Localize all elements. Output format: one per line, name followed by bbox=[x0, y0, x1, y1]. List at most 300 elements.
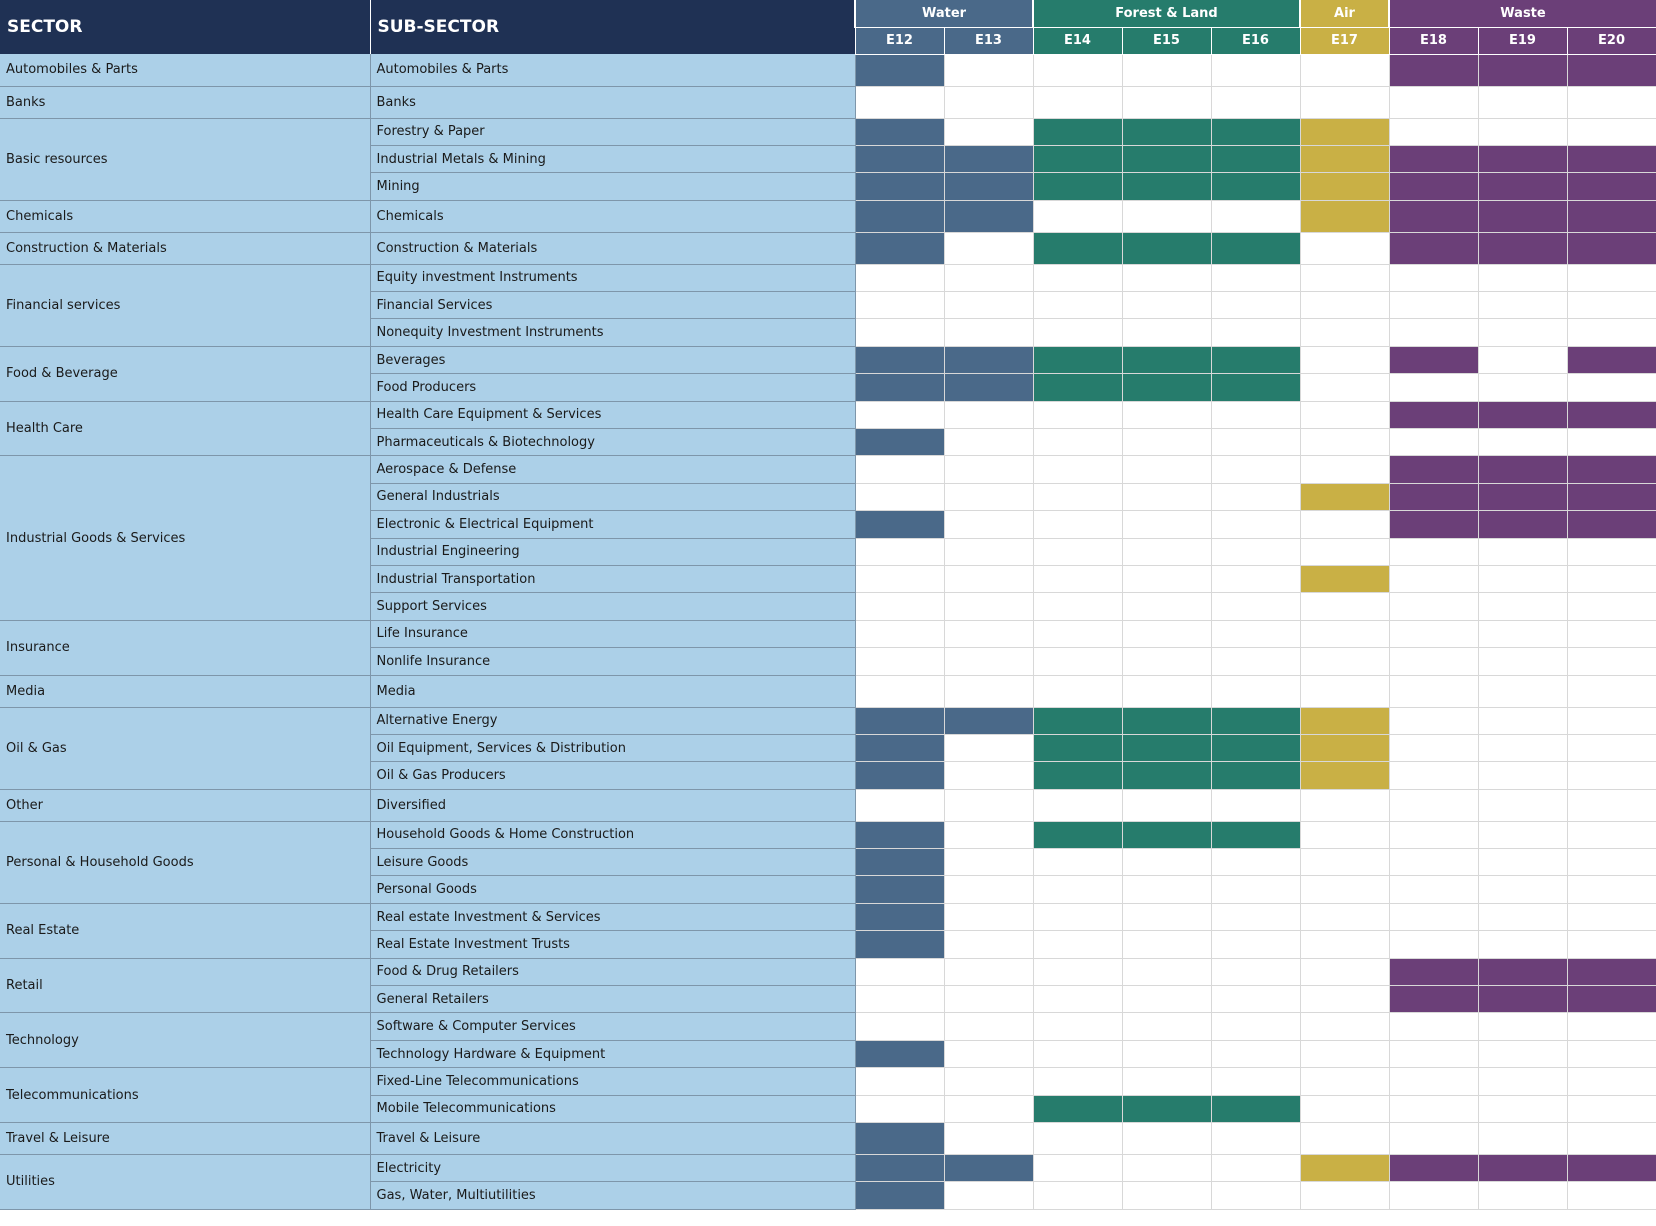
sector-cell: Technology bbox=[0, 1013, 370, 1068]
matrix-cell-e19 bbox=[1478, 511, 1567, 538]
table-body bbox=[0, 54, 1656, 1209]
matrix-cell-e17 bbox=[1300, 1123, 1389, 1155]
matrix-cell-e16 bbox=[1211, 903, 1300, 930]
matrix-cell-e12 bbox=[855, 118, 944, 145]
matrix-cell-e14 bbox=[1033, 54, 1122, 86]
matrix-cell-e12 bbox=[855, 145, 944, 172]
matrix-cell-e12 bbox=[855, 1182, 944, 1209]
matrix-cell-e17 bbox=[1300, 145, 1389, 172]
table-row bbox=[0, 200, 1656, 232]
subsector-cell: Nonlife Insurance bbox=[370, 648, 855, 675]
sector-cell: Chemicals bbox=[0, 200, 370, 232]
matrix-cell-e15 bbox=[1122, 1040, 1211, 1067]
matrix-cell-e20 bbox=[1567, 145, 1656, 172]
matrix-cell-e17 bbox=[1300, 232, 1389, 264]
matrix-cell-e18 bbox=[1389, 648, 1478, 675]
matrix-cell-e20 bbox=[1567, 849, 1656, 876]
matrix-cell-e14 bbox=[1033, 346, 1122, 373]
matrix-cell-e17 bbox=[1300, 86, 1389, 118]
matrix-cell-e14 bbox=[1033, 762, 1122, 789]
matrix-cell-e15 bbox=[1122, 292, 1211, 319]
matrix-cell-e12 bbox=[855, 648, 944, 675]
sector-cell: Personal & Household Goods bbox=[0, 821, 370, 903]
matrix-cell-e19 bbox=[1478, 958, 1567, 985]
matrix-cell-e13 bbox=[944, 86, 1033, 118]
matrix-cell-e13 bbox=[944, 292, 1033, 319]
subsector-cell: Automobiles & Parts bbox=[370, 54, 855, 86]
subsector-cell: Gas, Water, Multiutilities bbox=[370, 1182, 855, 1209]
subsector-cell: Alternative Energy bbox=[370, 707, 855, 734]
sector-cell: Construction & Materials bbox=[0, 232, 370, 264]
code-header-e15: E15 bbox=[1122, 27, 1211, 54]
matrix-cell-e18 bbox=[1389, 401, 1478, 428]
group-header-forest-land: Forest & Land bbox=[1033, 0, 1300, 27]
matrix-cell-e19 bbox=[1478, 86, 1567, 118]
matrix-cell-e18 bbox=[1389, 762, 1478, 789]
matrix-cell-e16 bbox=[1211, 821, 1300, 848]
subsector-cell: Chemicals bbox=[370, 200, 855, 232]
matrix-cell-e15 bbox=[1122, 903, 1211, 930]
matrix-cell-e18 bbox=[1389, 675, 1478, 707]
matrix-cell-e16 bbox=[1211, 401, 1300, 428]
matrix-cell-e20 bbox=[1567, 118, 1656, 145]
matrix-cell-e19 bbox=[1478, 200, 1567, 232]
table-row bbox=[0, 456, 1656, 483]
matrix-cell-e17 bbox=[1300, 346, 1389, 373]
table-row bbox=[0, 401, 1656, 428]
matrix-cell-e17 bbox=[1300, 401, 1389, 428]
subsector-cell: Beverages bbox=[370, 346, 855, 373]
matrix-cell-e20 bbox=[1567, 903, 1656, 930]
matrix-cell-e20 bbox=[1567, 538, 1656, 565]
matrix-cell-e13 bbox=[944, 1068, 1033, 1095]
matrix-cell-e16 bbox=[1211, 374, 1300, 401]
matrix-cell-e19 bbox=[1478, 876, 1567, 903]
matrix-cell-e19 bbox=[1478, 821, 1567, 848]
subsector-cell: Real estate Investment & Services bbox=[370, 903, 855, 930]
matrix-cell-e16 bbox=[1211, 986, 1300, 1013]
matrix-cell-e15 bbox=[1122, 429, 1211, 456]
matrix-cell-e20 bbox=[1567, 648, 1656, 675]
matrix-cell-e18 bbox=[1389, 264, 1478, 291]
code-header-e16: E16 bbox=[1211, 27, 1300, 54]
matrix-cell-e12 bbox=[855, 292, 944, 319]
matrix-cell-e18 bbox=[1389, 1013, 1478, 1040]
matrix-cell-e14 bbox=[1033, 319, 1122, 346]
matrix-cell-e14 bbox=[1033, 1013, 1122, 1040]
matrix-cell-e12 bbox=[855, 401, 944, 428]
matrix-cell-e17 bbox=[1300, 511, 1389, 538]
matrix-cell-e19 bbox=[1478, 1013, 1567, 1040]
matrix-cell-e14 bbox=[1033, 734, 1122, 761]
subsector-cell: Travel & Leisure bbox=[370, 1123, 855, 1155]
matrix-cell-e12 bbox=[855, 849, 944, 876]
matrix-cell-e15 bbox=[1122, 456, 1211, 483]
table-row bbox=[0, 232, 1656, 264]
matrix-cell-e13 bbox=[944, 876, 1033, 903]
matrix-cell-e14 bbox=[1033, 511, 1122, 538]
matrix-cell-e12 bbox=[855, 200, 944, 232]
matrix-cell-e14 bbox=[1033, 707, 1122, 734]
matrix-cell-e20 bbox=[1567, 200, 1656, 232]
matrix-cell-e17 bbox=[1300, 118, 1389, 145]
matrix-cell-e13 bbox=[944, 620, 1033, 647]
matrix-cell-e14 bbox=[1033, 986, 1122, 1013]
subsector-cell: Oil & Gas Producers bbox=[370, 762, 855, 789]
matrix-cell-e17 bbox=[1300, 1068, 1389, 1095]
matrix-cell-e18 bbox=[1389, 849, 1478, 876]
matrix-cell-e13 bbox=[944, 762, 1033, 789]
table-row bbox=[0, 1155, 1656, 1182]
matrix-cell-e13 bbox=[944, 1123, 1033, 1155]
matrix-cell-e18 bbox=[1389, 1095, 1478, 1122]
matrix-cell-e14 bbox=[1033, 1040, 1122, 1067]
matrix-cell-e15 bbox=[1122, 620, 1211, 647]
matrix-cell-e17 bbox=[1300, 292, 1389, 319]
sector-cell: Media bbox=[0, 675, 370, 707]
subsector-cell: Mining bbox=[370, 173, 855, 200]
matrix-cell-e19 bbox=[1478, 734, 1567, 761]
sector-cell: Other bbox=[0, 789, 370, 821]
matrix-cell-e12 bbox=[855, 374, 944, 401]
matrix-cell-e12 bbox=[855, 173, 944, 200]
matrix-cell-e17 bbox=[1300, 675, 1389, 707]
matrix-cell-e15 bbox=[1122, 511, 1211, 538]
sector-cell: Insurance bbox=[0, 620, 370, 675]
matrix-cell-e12 bbox=[855, 54, 944, 86]
matrix-cell-e18 bbox=[1389, 54, 1478, 86]
matrix-cell-e18 bbox=[1389, 1182, 1478, 1209]
sector-cell: Real Estate bbox=[0, 903, 370, 958]
matrix-cell-e12 bbox=[855, 86, 944, 118]
matrix-cell-e14 bbox=[1033, 1123, 1122, 1155]
table-row bbox=[0, 675, 1656, 707]
subsector-cell: General Retailers bbox=[370, 986, 855, 1013]
matrix-cell-e20 bbox=[1567, 958, 1656, 985]
matrix-cell-e14 bbox=[1033, 483, 1122, 510]
matrix-cell-e15 bbox=[1122, 173, 1211, 200]
matrix-cell-e17 bbox=[1300, 648, 1389, 675]
matrix-cell-e17 bbox=[1300, 319, 1389, 346]
matrix-cell-e19 bbox=[1478, 401, 1567, 428]
matrix-cell-e16 bbox=[1211, 762, 1300, 789]
matrix-cell-e20 bbox=[1567, 789, 1656, 821]
matrix-cell-e12 bbox=[855, 707, 944, 734]
sector-cell: Telecommunications bbox=[0, 1068, 370, 1123]
subsector-cell: Construction & Materials bbox=[370, 232, 855, 264]
matrix-cell-e14 bbox=[1033, 620, 1122, 647]
matrix-cell-e14 bbox=[1033, 538, 1122, 565]
subsector-cell: Equity investment Instruments bbox=[370, 264, 855, 291]
sector-column-header: SECTOR bbox=[0, 0, 370, 54]
subsector-cell: Banks bbox=[370, 86, 855, 118]
matrix-cell-e13 bbox=[944, 118, 1033, 145]
table-row bbox=[0, 958, 1656, 985]
matrix-cell-e14 bbox=[1033, 849, 1122, 876]
matrix-cell-e17 bbox=[1300, 429, 1389, 456]
matrix-cell-e15 bbox=[1122, 734, 1211, 761]
matrix-cell-e19 bbox=[1478, 145, 1567, 172]
subsector-cell: Oil Equipment, Services & Distribution bbox=[370, 734, 855, 761]
matrix-cell-e14 bbox=[1033, 593, 1122, 620]
matrix-cell-e17 bbox=[1300, 931, 1389, 958]
matrix-cell-e16 bbox=[1211, 292, 1300, 319]
matrix-cell-e19 bbox=[1478, 1068, 1567, 1095]
matrix-cell-e19 bbox=[1478, 1040, 1567, 1067]
matrix-cell-e12 bbox=[855, 538, 944, 565]
matrix-cell-e17 bbox=[1300, 483, 1389, 510]
subsector-cell: Personal Goods bbox=[370, 876, 855, 903]
matrix-cell-e16 bbox=[1211, 1013, 1300, 1040]
table-row bbox=[0, 264, 1656, 291]
subsector-cell: Software & Computer Services bbox=[370, 1013, 855, 1040]
matrix-cell-e18 bbox=[1389, 789, 1478, 821]
matrix-cell-e16 bbox=[1211, 54, 1300, 86]
matrix-cell-e19 bbox=[1478, 789, 1567, 821]
matrix-cell-e15 bbox=[1122, 54, 1211, 86]
matrix-cell-e17 bbox=[1300, 1095, 1389, 1122]
matrix-cell-e13 bbox=[944, 483, 1033, 510]
matrix-cell-e15 bbox=[1122, 145, 1211, 172]
matrix-cell-e20 bbox=[1567, 675, 1656, 707]
matrix-cell-e19 bbox=[1478, 986, 1567, 1013]
matrix-cell-e19 bbox=[1478, 593, 1567, 620]
matrix-cell-e19 bbox=[1478, 849, 1567, 876]
subsector-cell: Industrial Transportation bbox=[370, 565, 855, 592]
matrix-cell-e19 bbox=[1478, 292, 1567, 319]
matrix-cell-e15 bbox=[1122, 200, 1211, 232]
matrix-cell-e14 bbox=[1033, 903, 1122, 930]
matrix-cell-e15 bbox=[1122, 931, 1211, 958]
matrix-cell-e15 bbox=[1122, 707, 1211, 734]
matrix-cell-e20 bbox=[1567, 1040, 1656, 1067]
matrix-cell-e17 bbox=[1300, 1013, 1389, 1040]
matrix-cell-e14 bbox=[1033, 675, 1122, 707]
matrix-cell-e13 bbox=[944, 456, 1033, 483]
matrix-cell-e17 bbox=[1300, 734, 1389, 761]
matrix-cell-e17 bbox=[1300, 958, 1389, 985]
matrix-cell-e17 bbox=[1300, 593, 1389, 620]
matrix-cell-e16 bbox=[1211, 593, 1300, 620]
table-row bbox=[0, 707, 1656, 734]
matrix-cell-e17 bbox=[1300, 986, 1389, 1013]
matrix-cell-e13 bbox=[944, 346, 1033, 373]
matrix-cell-e19 bbox=[1478, 1182, 1567, 1209]
subsector-cell: General Industrials bbox=[370, 483, 855, 510]
matrix-cell-e19 bbox=[1478, 675, 1567, 707]
matrix-cell-e18 bbox=[1389, 593, 1478, 620]
matrix-cell-e16 bbox=[1211, 173, 1300, 200]
sector-cell: Basic resources bbox=[0, 118, 370, 200]
matrix-cell-e16 bbox=[1211, 86, 1300, 118]
matrix-cell-e12 bbox=[855, 429, 944, 456]
subsector-cell: Real Estate Investment Trusts bbox=[370, 931, 855, 958]
matrix-cell-e16 bbox=[1211, 789, 1300, 821]
matrix-cell-e12 bbox=[855, 264, 944, 291]
matrix-cell-e13 bbox=[944, 374, 1033, 401]
matrix-cell-e13 bbox=[944, 200, 1033, 232]
matrix-cell-e12 bbox=[855, 958, 944, 985]
sector-cell: Automobiles & Parts bbox=[0, 54, 370, 86]
matrix-cell-e14 bbox=[1033, 200, 1122, 232]
matrix-cell-e12 bbox=[855, 821, 944, 848]
matrix-cell-e18 bbox=[1389, 707, 1478, 734]
matrix-cell-e19 bbox=[1478, 1095, 1567, 1122]
matrix-cell-e15 bbox=[1122, 538, 1211, 565]
matrix-cell-e14 bbox=[1033, 1155, 1122, 1182]
matrix-cell-e13 bbox=[944, 789, 1033, 821]
matrix-cell-e20 bbox=[1567, 511, 1656, 538]
matrix-cell-e13 bbox=[944, 145, 1033, 172]
matrix-cell-e13 bbox=[944, 903, 1033, 930]
matrix-cell-e15 bbox=[1122, 789, 1211, 821]
table-row bbox=[0, 86, 1656, 118]
matrix-cell-e15 bbox=[1122, 565, 1211, 592]
matrix-cell-e13 bbox=[944, 511, 1033, 538]
matrix-cell-e20 bbox=[1567, 173, 1656, 200]
matrix-cell-e18 bbox=[1389, 232, 1478, 264]
matrix-cell-e20 bbox=[1567, 620, 1656, 647]
matrix-cell-e15 bbox=[1122, 401, 1211, 428]
matrix-cell-e13 bbox=[944, 1095, 1033, 1122]
matrix-cell-e16 bbox=[1211, 1095, 1300, 1122]
matrix-cell-e19 bbox=[1478, 565, 1567, 592]
matrix-cell-e15 bbox=[1122, 86, 1211, 118]
matrix-cell-e17 bbox=[1300, 565, 1389, 592]
matrix-cell-e12 bbox=[855, 456, 944, 483]
matrix-cell-e17 bbox=[1300, 456, 1389, 483]
subsector-cell: Mobile Telecommunications bbox=[370, 1095, 855, 1122]
subsector-cell: Health Care Equipment & Services bbox=[370, 401, 855, 428]
matrix-cell-e16 bbox=[1211, 876, 1300, 903]
sector-cell: Retail bbox=[0, 958, 370, 1013]
matrix-cell-e17 bbox=[1300, 374, 1389, 401]
matrix-cell-e20 bbox=[1567, 401, 1656, 428]
matrix-cell-e18 bbox=[1389, 538, 1478, 565]
matrix-cell-e18 bbox=[1389, 1123, 1478, 1155]
subsector-cell: Leisure Goods bbox=[370, 849, 855, 876]
matrix-cell-e12 bbox=[855, 1095, 944, 1122]
subsector-cell: Industrial Metals & Mining bbox=[370, 145, 855, 172]
subsector-cell: Support Services bbox=[370, 593, 855, 620]
table-header bbox=[0, 0, 1656, 54]
matrix-cell-e16 bbox=[1211, 931, 1300, 958]
matrix-cell-e12 bbox=[855, 232, 944, 264]
matrix-cell-e13 bbox=[944, 319, 1033, 346]
matrix-cell-e17 bbox=[1300, 762, 1389, 789]
matrix-cell-e19 bbox=[1478, 620, 1567, 647]
matrix-cell-e17 bbox=[1300, 903, 1389, 930]
matrix-cell-e18 bbox=[1389, 456, 1478, 483]
matrix-cell-e19 bbox=[1478, 707, 1567, 734]
matrix-cell-e16 bbox=[1211, 1182, 1300, 1209]
matrix-cell-e20 bbox=[1567, 54, 1656, 86]
matrix-cell-e15 bbox=[1122, 232, 1211, 264]
group-header-waste: Waste bbox=[1389, 0, 1656, 27]
matrix-cell-e18 bbox=[1389, 1040, 1478, 1067]
matrix-cell-e16 bbox=[1211, 565, 1300, 592]
matrix-cell-e15 bbox=[1122, 1095, 1211, 1122]
matrix-cell-e12 bbox=[855, 1040, 944, 1067]
matrix-cell-e16 bbox=[1211, 118, 1300, 145]
matrix-cell-e19 bbox=[1478, 232, 1567, 264]
matrix-cell-e12 bbox=[855, 1068, 944, 1095]
matrix-cell-e18 bbox=[1389, 734, 1478, 761]
matrix-cell-e20 bbox=[1567, 707, 1656, 734]
matrix-cell-e20 bbox=[1567, 374, 1656, 401]
matrix-cell-e15 bbox=[1122, 648, 1211, 675]
matrix-cell-e20 bbox=[1567, 876, 1656, 903]
matrix-cell-e13 bbox=[944, 958, 1033, 985]
matrix-cell-e19 bbox=[1478, 762, 1567, 789]
subsector-cell: Life Insurance bbox=[370, 620, 855, 647]
matrix-cell-e13 bbox=[944, 401, 1033, 428]
matrix-cell-e12 bbox=[855, 734, 944, 761]
matrix-cell-e13 bbox=[944, 986, 1033, 1013]
matrix-cell-e16 bbox=[1211, 1155, 1300, 1182]
matrix-cell-e12 bbox=[855, 986, 944, 1013]
subsector-cell: Electricity bbox=[370, 1155, 855, 1182]
matrix-cell-e15 bbox=[1122, 876, 1211, 903]
matrix-cell-e20 bbox=[1567, 292, 1656, 319]
matrix-cell-e19 bbox=[1478, 931, 1567, 958]
matrix-cell-e12 bbox=[855, 620, 944, 647]
matrix-cell-e16 bbox=[1211, 675, 1300, 707]
matrix-cell-e13 bbox=[944, 707, 1033, 734]
subsector-cell: Financial Services bbox=[370, 292, 855, 319]
matrix-cell-e14 bbox=[1033, 1182, 1122, 1209]
sector-cell: Financial services bbox=[0, 264, 370, 346]
table-row bbox=[0, 1068, 1656, 1095]
matrix-cell-e19 bbox=[1478, 903, 1567, 930]
matrix-cell-e18 bbox=[1389, 1155, 1478, 1182]
matrix-cell-e14 bbox=[1033, 264, 1122, 291]
matrix-cell-e16 bbox=[1211, 538, 1300, 565]
matrix-cell-e13 bbox=[944, 565, 1033, 592]
matrix-cell-e14 bbox=[1033, 648, 1122, 675]
matrix-cell-e18 bbox=[1389, 346, 1478, 373]
matrix-cell-e13 bbox=[944, 173, 1033, 200]
matrix-cell-e14 bbox=[1033, 232, 1122, 264]
matrix-cell-e18 bbox=[1389, 483, 1478, 510]
matrix-cell-e20 bbox=[1567, 346, 1656, 373]
matrix-cell-e18 bbox=[1389, 511, 1478, 538]
matrix-cell-e16 bbox=[1211, 145, 1300, 172]
matrix-cell-e19 bbox=[1478, 346, 1567, 373]
matrix-cell-e16 bbox=[1211, 200, 1300, 232]
matrix-cell-e14 bbox=[1033, 292, 1122, 319]
matrix-cell-e16 bbox=[1211, 483, 1300, 510]
matrix-cell-e13 bbox=[944, 821, 1033, 848]
subsector-cell: Food & Drug Retailers bbox=[370, 958, 855, 985]
table-row bbox=[0, 118, 1656, 145]
subsector-cell: Diversified bbox=[370, 789, 855, 821]
matrix-cell-e17 bbox=[1300, 821, 1389, 848]
matrix-cell-e12 bbox=[855, 876, 944, 903]
matrix-cell-e20 bbox=[1567, 762, 1656, 789]
matrix-cell-e13 bbox=[944, 849, 1033, 876]
matrix-cell-e19 bbox=[1478, 538, 1567, 565]
matrix-cell-e12 bbox=[855, 346, 944, 373]
subsector-cell: Food Producers bbox=[370, 374, 855, 401]
matrix-cell-e12 bbox=[855, 903, 944, 930]
table-row bbox=[0, 903, 1656, 930]
matrix-cell-e15 bbox=[1122, 762, 1211, 789]
matrix-cell-e12 bbox=[855, 1155, 944, 1182]
subsector-cell: Electronic & Electrical Equipment bbox=[370, 511, 855, 538]
matrix-cell-e18 bbox=[1389, 986, 1478, 1013]
matrix-cell-e16 bbox=[1211, 346, 1300, 373]
